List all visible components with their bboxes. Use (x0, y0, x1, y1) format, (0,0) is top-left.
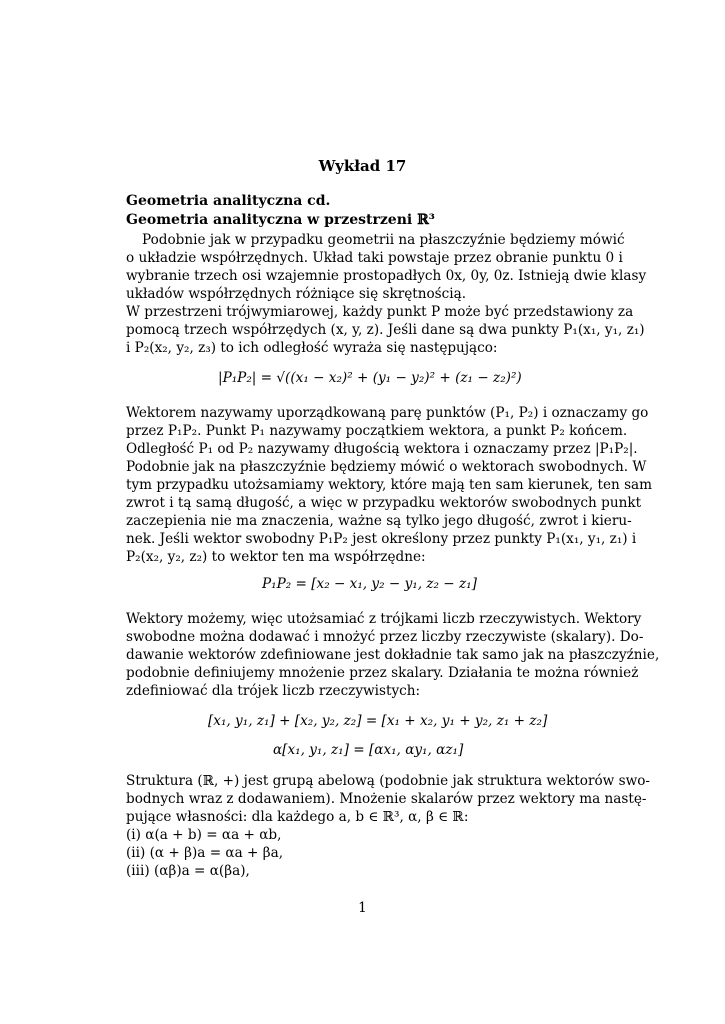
text-line: podobnie definiujemy mnożenie przez skalary. Działania te można również (126, 665, 639, 681)
text-line: Wektorem nazywamy uporządkowaną parę punktów (P₁, P₂) i oznaczamy go (126, 405, 649, 421)
text-line: bodnych wraz z dodawaniem). Mnożenie skalarów przez wektory ma nastę- (126, 791, 647, 807)
text-line: wybranie trzech osi wzajemnie prostopadłych 0x, 0y, 0z. Istnieją dwie klasy (126, 268, 647, 284)
text-line: tym przypadku utożsamiamy wektory, które mają ten sam kierunek, ten sam (126, 477, 653, 493)
vector-sum-equation: [x₁, y₁, z₁] + [x₂, y₂, z₂] = [x₁ + x₂, y₁ + y₂, z₁ + z₂] (208, 713, 548, 729)
lecture-title: Wykład 17 (318, 157, 407, 175)
text-line: zdefiniować dla trójek liczb rzeczywistych: (126, 683, 421, 699)
text-line: swobodne można dodawać i mnożyć przez liczby rzeczywiste (skalary). Do- (126, 629, 644, 645)
text-line: P₂(x₂, y₂, z₂) to wektor ten ma współrzędne: (126, 549, 426, 565)
text-line: W przestrzeni trójwymiarowej, każdy punkt P może być przedstawiony za (126, 304, 634, 320)
page-number: 1 (358, 900, 367, 916)
scalar-multiplication-equation: α[x₁, y₁, z₁] = [αx₁, αy₁, αz₁] (273, 742, 464, 758)
text-line: zaczepienia nie ma znaczenia, ważne są tylko jego długość, zwrot i kieru- (126, 513, 632, 529)
property-item: (i) α(a + b) = αa + αb, (126, 827, 282, 843)
vector-coordinates-equation: P₁P₂ = [x₂ − x₁, y₂ − y₁, z₂ − z₁] (262, 576, 477, 592)
text-line: Podobnie jak na płaszczyźnie będziemy mówić o wektorach swobodnych. W (126, 459, 647, 475)
subsection-heading: Geometria analityczna w przestrzeni ℝ³ (126, 212, 435, 228)
text-line: nek. Jeśli wektor swobodny P₁P₂ jest określony przez punkty P₁(x₁, y₁, z₁) i (126, 531, 637, 547)
text-line: Odległość P₁ od P₂ nazywamy długością wektora i oznaczamy przez |P₁P₂|. (126, 441, 638, 457)
text-line: dawanie wektorów zdefiniowane jest dokładnie tak samo jak na płaszczyźnie, (126, 647, 660, 663)
property-item: (ii) (α + β)a = αa + βa, (126, 845, 284, 861)
text-line: układów współrzędnych różniące się skrętnością. (126, 286, 467, 302)
text-line: Podobnie jak w przypadku geometrii na płaszczyźnie będziemy mówić (142, 232, 625, 248)
property-item: (iii) (αβ)a = α(βa), (126, 863, 250, 879)
distance-equation: |P₁P₂| = √((x₁ − x₂)² + (y₁ − y₂)² + (z₁ − z₂)²) (218, 370, 522, 386)
text-line: Wektory możemy, więc utożsamiać z trójkami liczb rzeczywistych. Wektory (126, 611, 642, 627)
text-line: przez P₁P₂. Punkt P₁ nazywamy początkiem wektora, a punkt P₂ końcem. (126, 423, 628, 439)
text-line: zwrot i tą samą długość, a więc w przypadku wektorów swobodnych punkt (126, 495, 642, 511)
text-line: pujące własności: dla każdego a, b ∈ ℝ³, α, β ∈ ℝ: (126, 809, 469, 825)
text-line: o układzie współrzędnych. Układ taki powstaje przez obranie punktu 0 i (126, 250, 623, 266)
section-heading: Geometria analityczna cd. (126, 193, 331, 209)
text-line: Struktura (ℝ, +) jest grupą abelową (podobnie jak struktura wektorów swo- (126, 773, 650, 789)
text-line: pomocą trzech współrzędych (x, y, z). Jeśli dane są dwa punkty P₁(x₁, y₁, z₁) (126, 322, 645, 338)
text-line: i P₂(x₂, y₂, z₃) to ich odległość wyraża się następująco: (126, 340, 498, 356)
